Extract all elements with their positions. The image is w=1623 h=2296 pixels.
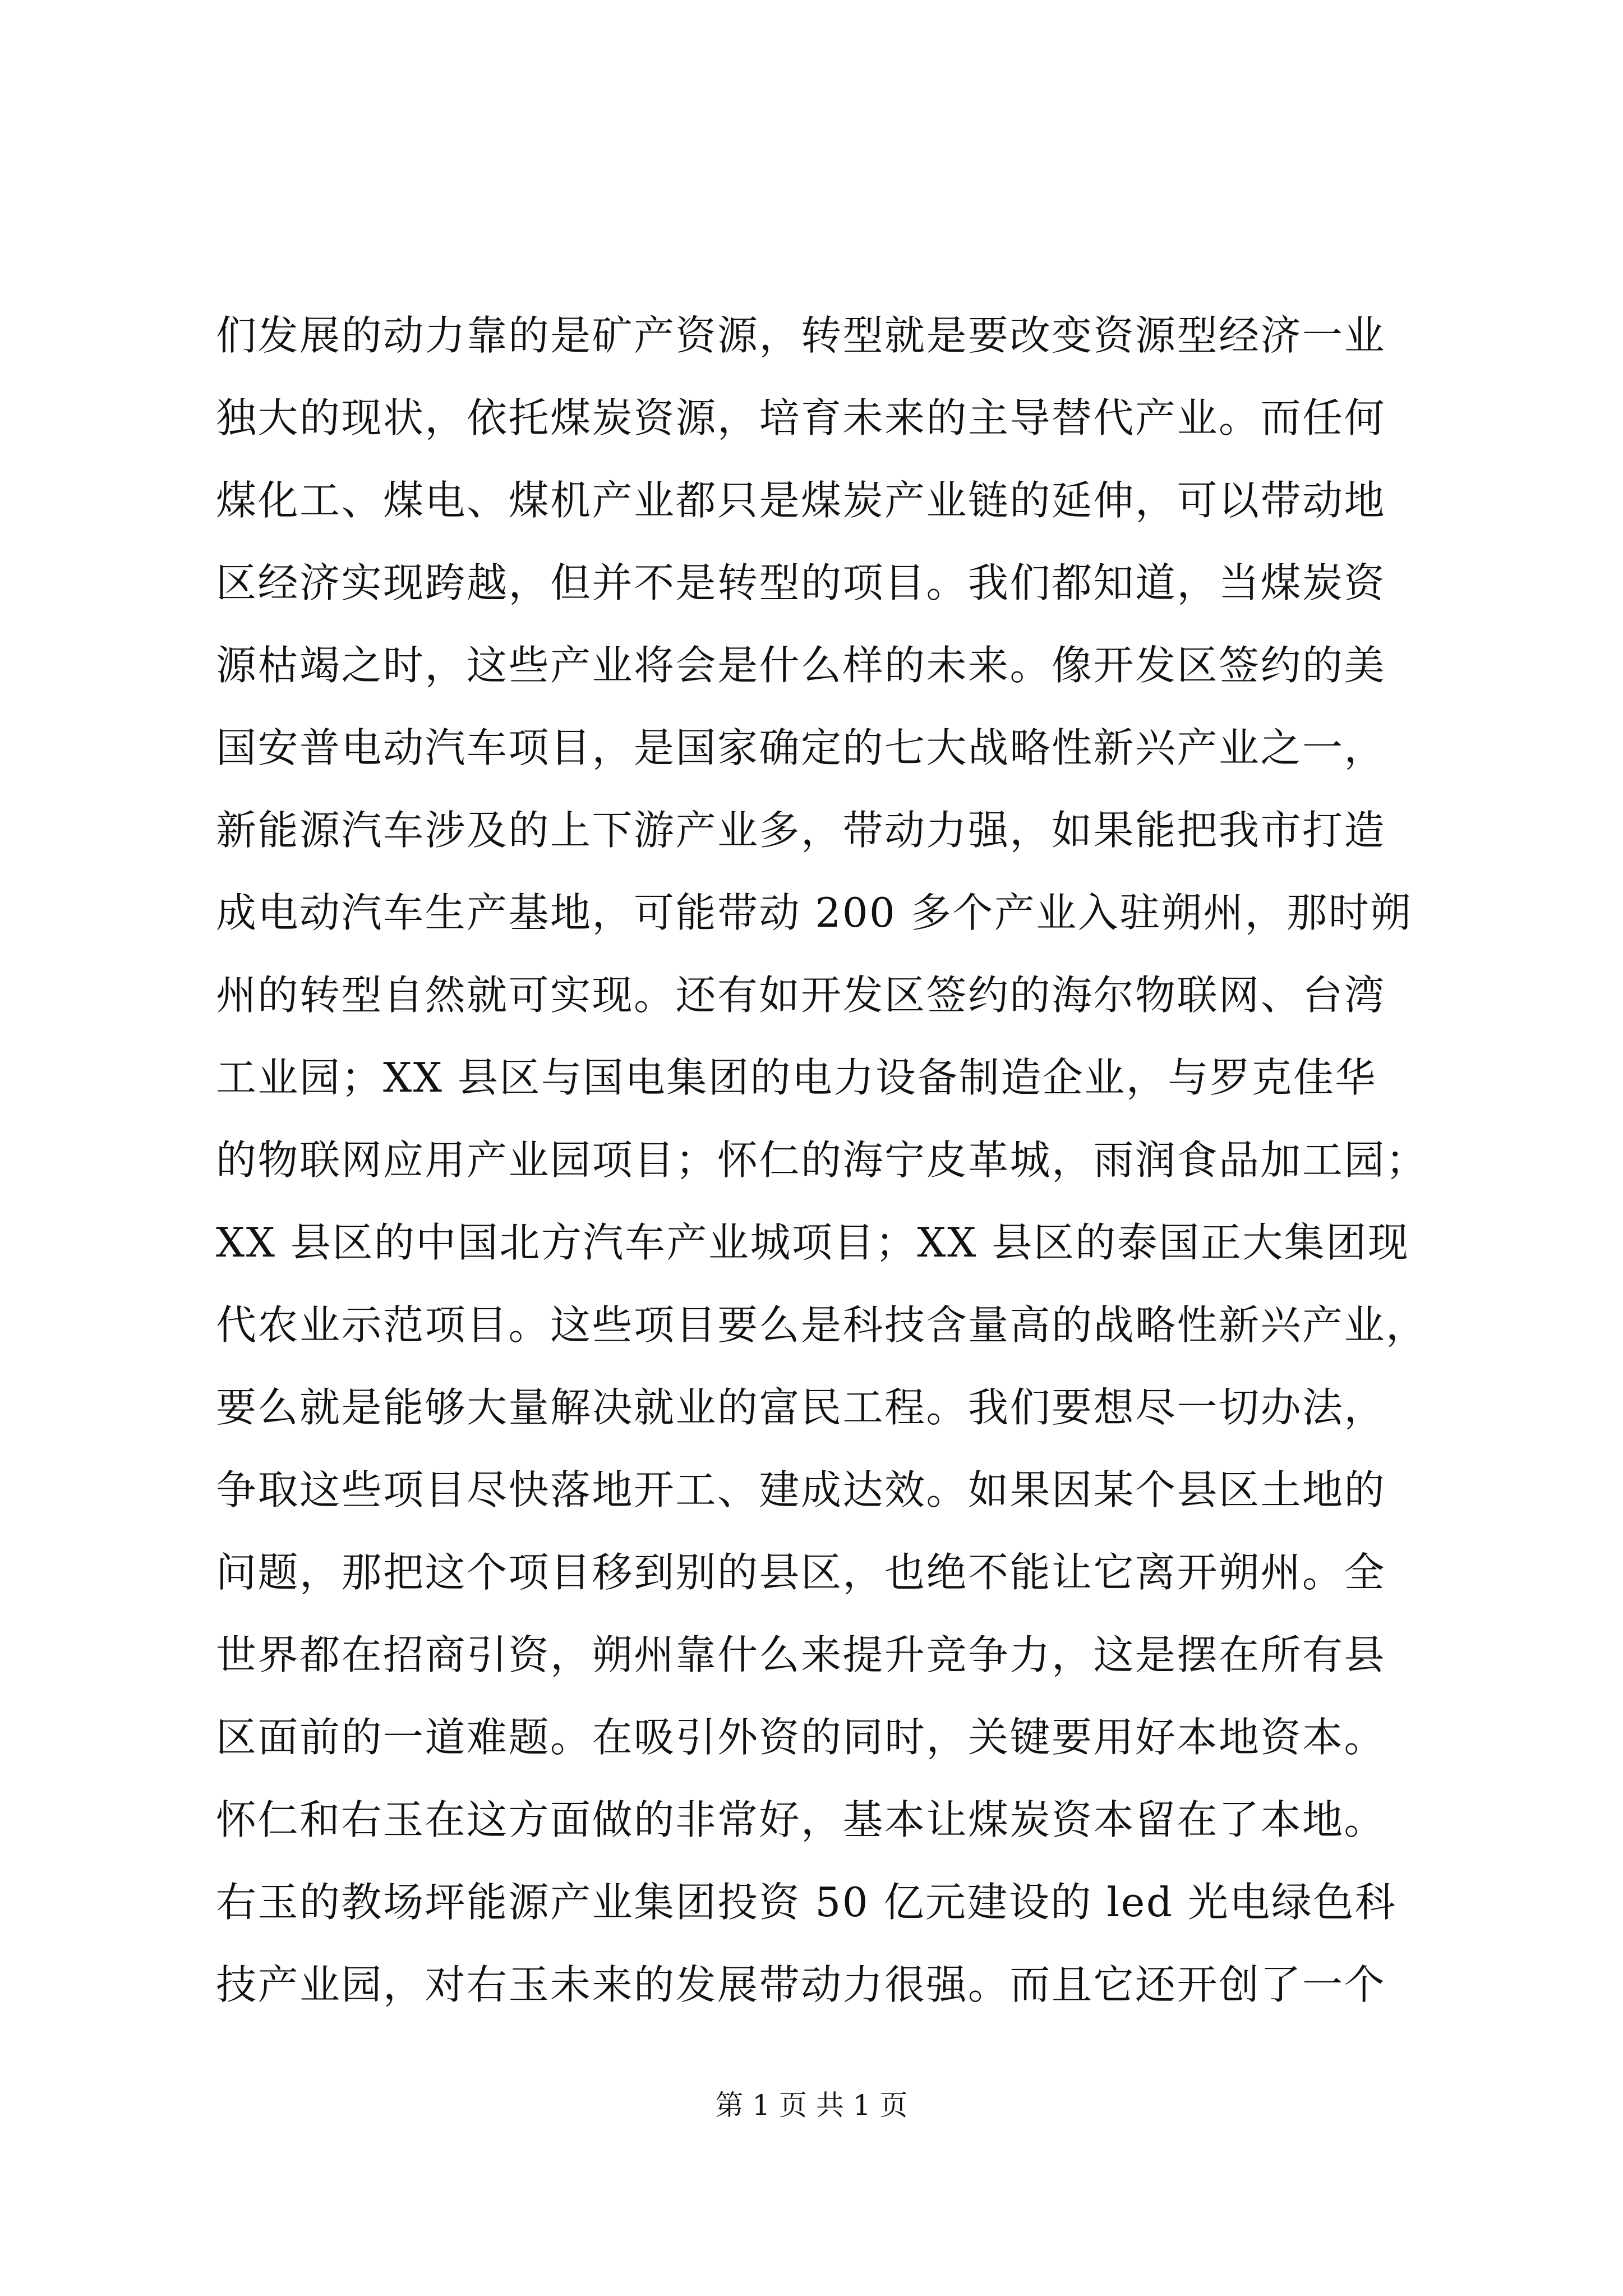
text-line: 要么就是能够大量解决就业的富民工程。我们要想尽一切办法，: [216, 1384, 1386, 1431]
text-line: 问题，那把这个项目移到别的县区，也绝不能让它离开朔州。全: [216, 1549, 1386, 1596]
text-line: 煤化工、煤电、煤机产业都只是煤炭产业链的延伸，可以带动地: [216, 477, 1386, 524]
text-line: 成电动汽车生产基地，可能带动 200 多个产业入驻朔州，那时朔: [216, 889, 1412, 936]
text-line: 工业园；XX 县区与国电集团的电力设备制造企业，与罗克佳华: [216, 1054, 1377, 1101]
text-line: XX 县区的中国北方汽车产业城项目；XX 县区的泰国正大集团现: [216, 1219, 1410, 1266]
text-line: 区面前的一道难题。在吸引外资的同时，关键要用好本地资本。: [216, 1714, 1386, 1761]
text-line: 新能源汽车涉及的上下游产业多，带动力强，如果能把我市打造: [216, 807, 1386, 854]
text-line: 区经济实现跨越，但并不是转型的项目。我们都知道，当煤炭资: [216, 559, 1386, 606]
text-line: 代农业示范项目。这些项目要么是科技含量高的战略性新兴产业，: [216, 1301, 1428, 1349]
text-line: 世界都在招商引资，朔州靠什么来提升竞争力，这是摆在所有县: [216, 1631, 1386, 1678]
text-line: 州的转型自然就可实现。还有如开发区签约的海尔物联网、台湾: [216, 972, 1386, 1019]
text-line: 怀仁和右玉在这方面做的非常好，基本让煤炭资本留在了本地。: [216, 1796, 1386, 1843]
text-line: 技产业园，对右玉未来的发展带动力很强。而且它还开创了一个: [216, 1961, 1386, 2008]
text-line: 们发展的动力靠的是矿产资源，转型就是要改变资源型经济一业: [216, 312, 1386, 359]
body-text: [216, 295, 1427, 2026]
text-line: 右玉的教场坪能源产业集团投资 50 亿元建设的 led 光电绿色科: [216, 1879, 1397, 1926]
text-line: 争取这些项目尽快落地开工、建成达效。如果因某个县区土地的: [216, 1466, 1386, 1513]
page-footer: 第 1 页 共 1 页: [715, 2089, 908, 2122]
text-line: 源枯竭之时，这些产业将会是什么样的未来。像开发区签约的美: [216, 642, 1386, 689]
text-line: 国安普电动汽车项目，是国家确定的七大战略性新兴产业之一，: [216, 724, 1386, 771]
text-line: 的物联网应用产业园项目；怀仁的海宁皮革城，雨润食品加工园；: [216, 1137, 1428, 1184]
text-line: 独大的现状，依托煤炭资源，培育未来的主导替代产业。而任何: [216, 394, 1386, 441]
